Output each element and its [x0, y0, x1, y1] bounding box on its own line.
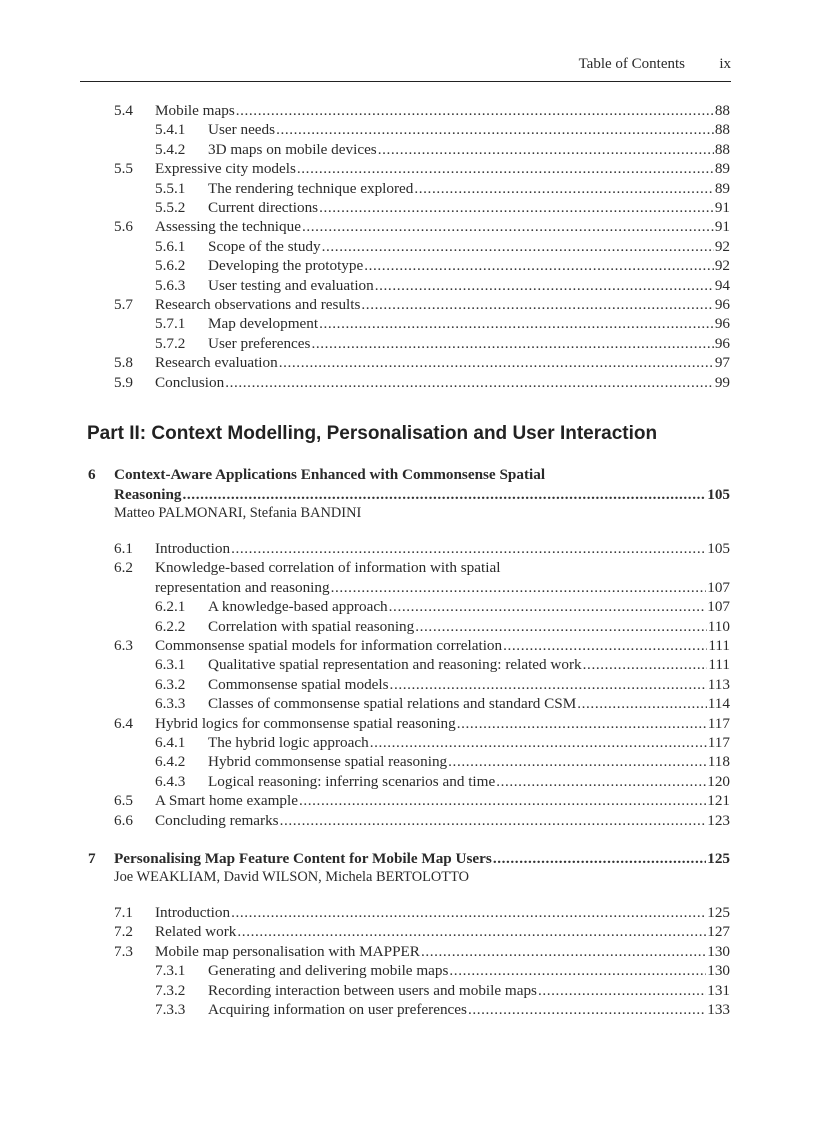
toc-entry: [0, 140, 816, 160]
toc-entry-title: Assessing the technique: [155, 218, 301, 236]
toc-entry-row: [155, 217, 730, 237]
toc-entry-row: [208, 179, 730, 199]
toc-entry-page: 127: [707, 923, 730, 941]
chapter-6-heading-line2: [0, 485, 816, 505]
dot-leader: [364, 256, 714, 276]
toc-entry-page: 110: [707, 617, 730, 635]
toc-entry-page: 88: [714, 140, 730, 158]
toc-entry: [0, 772, 816, 792]
dot-leader: [415, 617, 707, 637]
toc-entry-row: [155, 539, 730, 559]
toc-entry: [0, 903, 816, 923]
toc-entry-title: Hybrid logics for commonsense spatial reasoning: [155, 714, 456, 732]
toc-entry-number: 5.6: [114, 218, 133, 236]
toc-entry-number: 7.2: [114, 923, 133, 941]
dot-leader: [361, 295, 713, 315]
toc-entry-number: 7.3.3: [155, 1001, 186, 1018]
toc-entry-title: Expressive city models: [155, 160, 296, 178]
toc-entry-page: 111: [708, 637, 730, 654]
toc-entry-row: [208, 120, 730, 140]
toc-entry-title: representation and reasoning: [155, 578, 330, 596]
toc-entry: [0, 539, 816, 559]
toc-entry: [0, 922, 816, 942]
toc-entry-title: Knowledge-based correlation of information with spatial: [155, 559, 501, 577]
toc-entry: [0, 942, 816, 962]
toc-entry: [0, 655, 816, 675]
chapter-7-heading: [0, 849, 816, 869]
toc-entry: [0, 981, 816, 1001]
toc-entry: [0, 811, 816, 831]
toc-entry-page: 92: [714, 237, 730, 255]
toc-entry-page: 99: [714, 373, 730, 391]
toc-entry-page: 133: [707, 1001, 730, 1018]
toc-entry-title: Correlation with spatial reasoning: [208, 617, 415, 635]
toc-entry: [0, 276, 816, 296]
toc-entry-title: Logical reasoning: inferring scenarios and time: [208, 772, 496, 790]
toc-entry: [0, 314, 816, 334]
dot-leader: [331, 578, 707, 598]
toc-entry: [0, 179, 816, 199]
toc-entry-page: 88: [714, 121, 730, 139]
toc-entry-title: Current directions: [208, 199, 319, 216]
toc-entry-page: 118: [707, 753, 730, 771]
dot-leader: [503, 636, 707, 656]
toc-entry-row: [155, 922, 730, 942]
toc-entry-page: 105: [707, 540, 730, 557]
toc-entry: [0, 1000, 816, 1020]
dot-leader: [378, 140, 714, 160]
dot-leader: [319, 314, 714, 334]
dot-leader: [302, 217, 714, 237]
toc-entry-number: 5.7.2: [155, 334, 186, 352]
toc-entry-title: Developing the prototype: [208, 257, 364, 275]
dot-leader: [276, 120, 714, 140]
toc-entry-title: User testing and evaluation: [208, 276, 374, 294]
toc-entry: [0, 198, 816, 218]
toc-entry-number: 5.4.2: [155, 140, 186, 158]
toc-entry-number: 6.4.3: [155, 772, 186, 790]
toc-entry-title: Hybrid commonsense spatial reasoning: [208, 753, 448, 771]
dot-leader: [280, 811, 707, 831]
toc-entry-title: Qualitative spatial representation and reasoning: related work: [208, 656, 582, 674]
toc-entry-page: 117: [707, 734, 730, 751]
chapter-title-line1: Context-Aware Applications Enhanced with Commonsense Spatial: [114, 466, 546, 483]
toc-entry-page: 107: [707, 578, 730, 596]
toc-entry-page: 125: [707, 904, 730, 921]
toc-entry-title: Conclusion: [155, 373, 225, 391]
toc-entry-title: User preferences: [208, 334, 311, 352]
toc-entry: [0, 675, 816, 695]
toc-entry-title: Acquiring information on user preferences: [208, 1001, 467, 1018]
chapter-title: Personalising Map Feature Content for Mobile Map Users: [114, 850, 492, 867]
toc-entry: [0, 578, 816, 598]
toc-entry-number: 5.6.2: [155, 257, 186, 275]
toc-entry-row: [155, 159, 730, 179]
toc-entry-number: 5.6.1: [155, 237, 186, 255]
toc-entry-number: 5.4.1: [155, 121, 186, 139]
toc-entry-number: 5.5.2: [155, 199, 186, 216]
toc-entry-title: Introduction: [155, 540, 231, 557]
toc-entry-page: 113: [707, 675, 730, 693]
toc-entry-title: Map development: [208, 315, 319, 333]
toc-entry-row: [208, 675, 730, 695]
toc-entry-title: Research evaluation: [155, 354, 278, 372]
toc-entry-row: [208, 314, 730, 334]
toc-entry: [0, 101, 816, 121]
toc-entry-row: [155, 636, 730, 656]
toc-entry-page: 123: [707, 811, 730, 829]
dot-leader: [236, 101, 714, 121]
toc-entry-number: 7.3.1: [155, 962, 186, 980]
toc-entry-row: [208, 1000, 730, 1020]
toc-entry-title: The rendering technique explored: [208, 179, 414, 197]
toc-entry: [0, 120, 816, 140]
running-header: [80, 54, 731, 82]
toc-entry-row: [155, 101, 730, 121]
chapter-title-line2: Reasoning: [114, 486, 182, 503]
dot-leader: [322, 237, 714, 257]
toc-entry-title: User needs: [208, 121, 276, 139]
toc-entry-number: 5.4: [114, 102, 133, 119]
toc-entry-row: [208, 276, 730, 296]
dot-leader: [299, 791, 706, 811]
chapter-page: 105: [707, 486, 730, 503]
dot-leader: [449, 961, 706, 981]
toc-entry-title: Mobile map personalisation with MAPPER: [155, 942, 420, 960]
toc-entry-number: 6.3.2: [155, 675, 186, 693]
toc-entry-number: 5.8: [114, 354, 133, 372]
toc-entry-title: Commonsense spatial models for information correlation: [155, 637, 503, 654]
toc-entry-row: [208, 597, 730, 617]
toc-entry-row: [208, 617, 730, 637]
dot-leader: [225, 373, 714, 393]
toc-entry-page: 91: [714, 218, 730, 236]
toc-entry-page: 121: [707, 792, 730, 810]
toc-entry-row: [208, 752, 730, 772]
dot-leader: [389, 597, 707, 617]
toc-entry-title: Research observations and results: [155, 296, 361, 313]
dot-leader: [414, 179, 713, 199]
toc-entry-row: [208, 140, 730, 160]
toc-entry-number: 6.3.3: [155, 695, 186, 713]
dot-leader: [493, 849, 706, 869]
header-page-number: ix: [719, 56, 731, 72]
toc-entry-number: 7.1: [114, 904, 133, 921]
toc-entry-page: 96: [714, 334, 730, 352]
toc-entry-page: 89: [714, 179, 730, 197]
dot-leader: [390, 675, 707, 695]
toc-entry-row: [208, 981, 730, 1001]
toc-entry-title: Scope of the study: [208, 237, 321, 255]
toc-entry-row: [208, 961, 730, 981]
dot-leader: [448, 752, 707, 772]
toc-entry-row: [208, 772, 730, 792]
dot-leader: [496, 772, 706, 792]
toc-entry-number: 6.5: [114, 792, 133, 810]
toc-entry-row: [114, 849, 730, 869]
toc-entry-page: 92: [714, 257, 730, 275]
dot-leader: [231, 903, 706, 923]
toc-entry-number: 6.6: [114, 811, 133, 829]
toc-entry: [0, 752, 816, 772]
header-title: Table of Contents: [578, 56, 685, 72]
toc-entry-page: 96: [714, 296, 730, 313]
dot-leader: [370, 733, 707, 753]
toc-entry-page: 107: [707, 598, 730, 616]
toc-entry-page: 89: [714, 160, 730, 178]
toc-entry-page: 117: [707, 714, 730, 732]
toc-entry-row: [155, 791, 730, 811]
chapter-number: 6: [88, 466, 96, 483]
toc-entry: [0, 373, 816, 393]
toc-entry: [0, 617, 816, 637]
toc-entry-number: 5.6.3: [155, 276, 186, 294]
toc-entry-page: 91: [714, 199, 730, 216]
dot-leader: [421, 942, 706, 962]
toc-entry-title: Commonsense spatial models: [208, 675, 389, 693]
toc-entry-row: [155, 578, 730, 598]
toc-entry-number: 5.9: [114, 373, 133, 391]
toc-entry-page: 97: [714, 354, 730, 372]
toc-entry-page: 88: [714, 102, 730, 119]
toc-entry-title: The hybrid logic approach: [208, 734, 369, 751]
toc-entry-title: Introduction: [155, 904, 231, 921]
toc-entry-number: 6.3: [114, 637, 133, 654]
toc-entry-row: [114, 485, 730, 505]
toc-entry: [0, 256, 816, 276]
dot-leader: [583, 655, 708, 675]
toc-entry-number: 7.3.2: [155, 981, 186, 999]
toc-entry: [0, 159, 816, 179]
chapter-authors: Joe WEAKLIAM, David WILSON, Michela BERTOLOTTO: [114, 869, 469, 885]
toc-entry-number: 7.3: [114, 942, 133, 960]
toc-entry: [0, 334, 816, 354]
toc-entry-page: 111: [708, 656, 730, 674]
toc-entry-row: [155, 903, 730, 923]
toc-entry-number: 6.4.1: [155, 734, 186, 751]
toc-entry: [0, 733, 816, 753]
toc-entry-page: 130: [707, 962, 730, 980]
toc-entry-page: 130: [707, 942, 730, 960]
toc-entry-number: 6.4.2: [155, 753, 186, 771]
toc-entry-number: 6.4: [114, 714, 133, 732]
toc-entry-number: 5.7.1: [155, 315, 186, 333]
dot-leader: [231, 539, 706, 559]
toc-entry-page: 131: [707, 981, 730, 999]
toc-entry-title: Mobile maps: [155, 102, 235, 119]
toc-entry-row: [155, 942, 730, 962]
toc-entry-row: [155, 373, 730, 393]
dot-leader: [457, 714, 707, 734]
toc-entry-row: [155, 714, 730, 734]
dot-leader: [319, 198, 714, 218]
chapter-authors: Matteo PALMONARI, Stefania BANDINI: [114, 505, 362, 521]
dot-leader: [577, 694, 707, 714]
toc-entry: [0, 558, 816, 578]
chapter-number: 7: [88, 850, 96, 867]
toc-entry-page: 94: [714, 276, 730, 294]
dot-leader: [468, 1000, 706, 1020]
toc-entry-row: [155, 353, 730, 373]
toc-entry-row: [155, 811, 730, 831]
toc-entry-page: 114: [707, 695, 730, 713]
toc-entry: [0, 295, 816, 315]
dot-leader: [538, 981, 706, 1001]
part-title: Part II: Context Modelling, Personalisation and User Interaction: [87, 423, 658, 444]
toc-entry-title: Concluding remarks: [155, 811, 279, 829]
toc-entry-number: 6.3.1: [155, 656, 186, 674]
toc-entry-row: [155, 295, 730, 315]
toc-entry: [0, 636, 816, 656]
toc-entry-title: Generating and delivering mobile maps: [208, 962, 449, 980]
chapter-6-heading: [0, 465, 816, 485]
toc-entry-page: 120: [707, 772, 730, 790]
toc-entry-number: 6.2: [114, 559, 133, 577]
toc-entry: [0, 791, 816, 811]
toc-entry-title: 3D maps on mobile devices: [208, 140, 377, 158]
dot-leader: [297, 159, 714, 179]
toc-entry-row: [208, 655, 730, 675]
toc-entry-row: [208, 198, 730, 218]
toc-entry-title: A Smart home example: [155, 792, 298, 810]
toc-entry-number: 6.2.1: [155, 598, 186, 616]
toc-entry: [0, 237, 816, 257]
toc-entry: [0, 353, 816, 373]
toc-entry: [0, 217, 816, 237]
toc-entry-title: Classes of commonsense spatial relations and standard CSM: [208, 695, 577, 713]
toc-entry-title: Related work: [155, 923, 237, 941]
toc-entry-row: [208, 334, 730, 354]
toc-entry: [0, 694, 816, 714]
toc-entry-row: [208, 733, 730, 753]
toc-entry-number: 5.5: [114, 160, 133, 178]
toc-entry: [0, 714, 816, 734]
toc-entry: [0, 597, 816, 617]
toc-entry-row: [208, 694, 730, 714]
dot-leader: [311, 334, 713, 354]
dot-leader: [279, 353, 714, 373]
chapter-page: 125: [707, 850, 730, 867]
dot-leader: [237, 922, 706, 942]
toc-entry-row: [208, 256, 730, 276]
toc-entry-page: 96: [714, 315, 730, 333]
dot-leader: [183, 485, 707, 505]
dot-leader: [375, 276, 714, 296]
toc-entry-number: 6.2.2: [155, 617, 186, 635]
toc-entry-number: 5.5.1: [155, 179, 186, 197]
toc-entry-title: A knowledge-based approach: [208, 598, 388, 616]
toc-entry-title: Recording interaction between users and mobile maps: [208, 981, 537, 999]
toc-entry-row: [208, 237, 730, 257]
toc-entry-number: 6.1: [114, 540, 133, 557]
toc-entry: [0, 961, 816, 981]
toc-entry-number: 5.7: [114, 296, 133, 313]
